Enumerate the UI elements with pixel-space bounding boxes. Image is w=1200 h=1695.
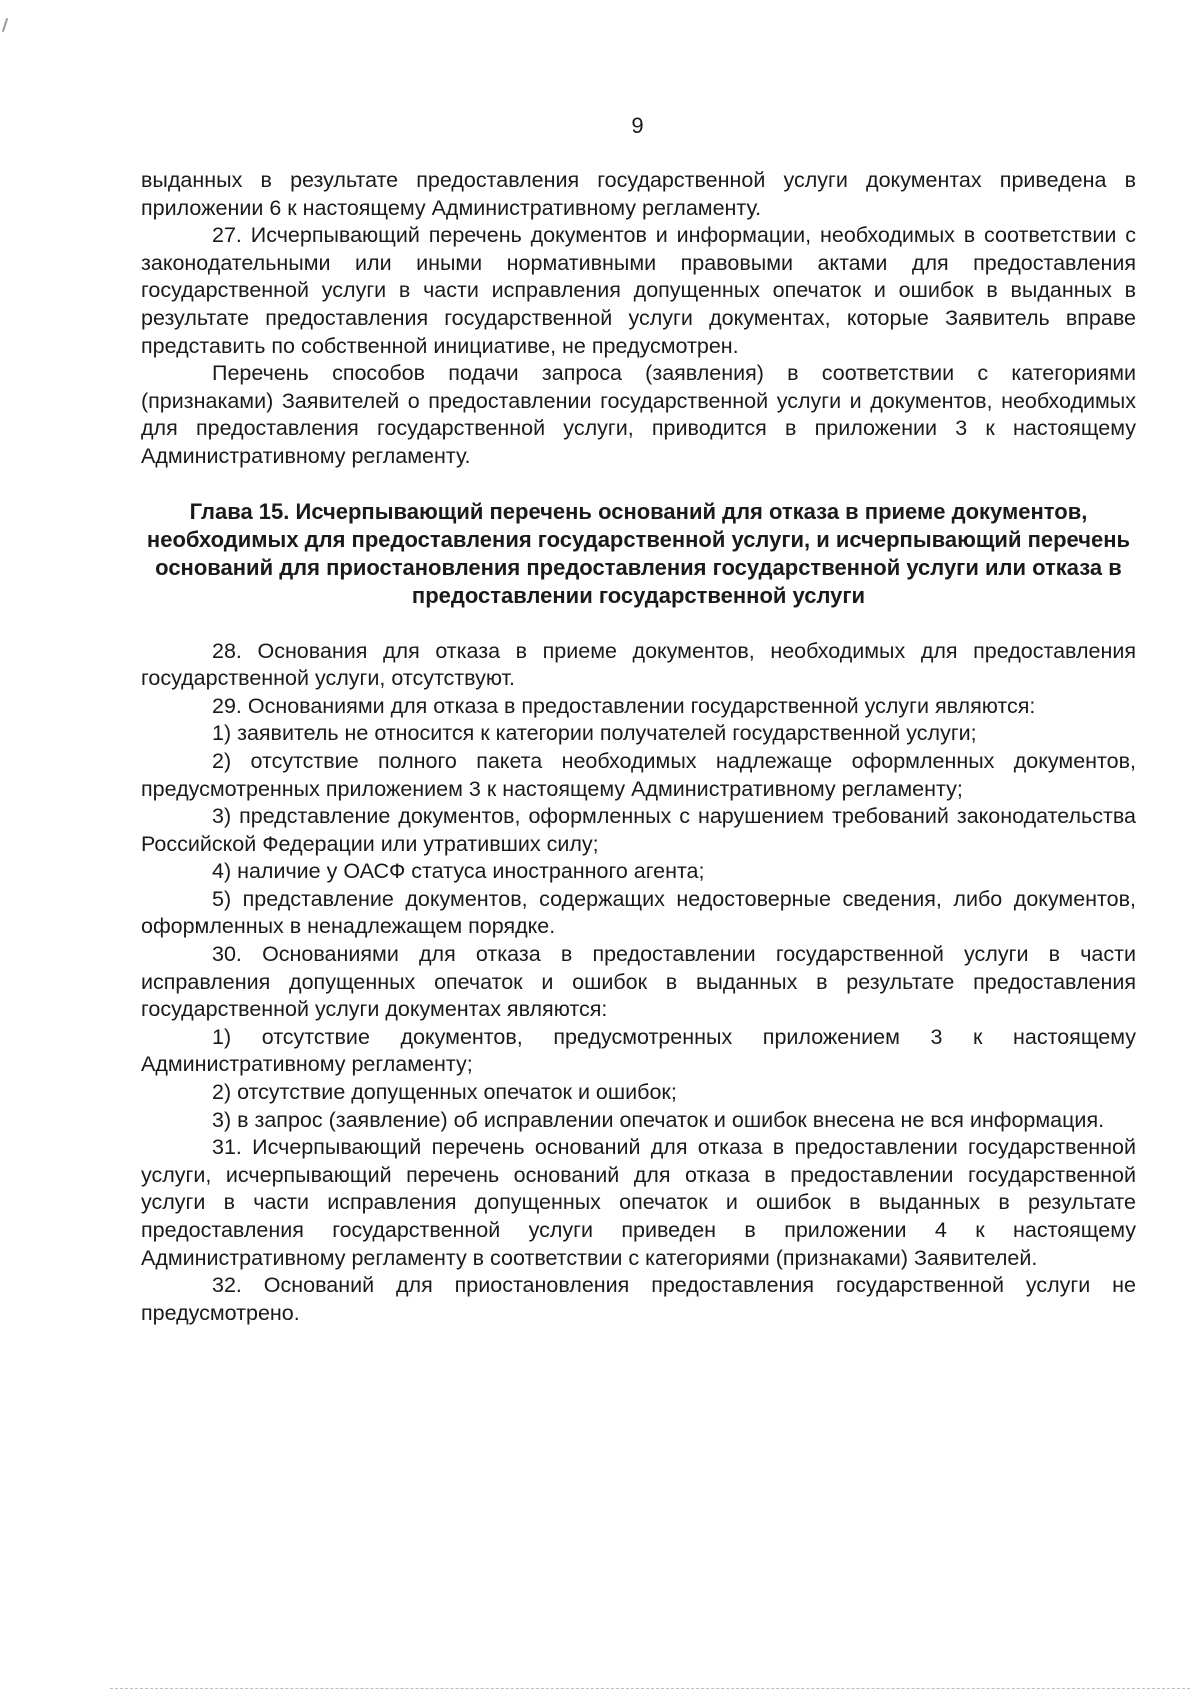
list-item-30-2: 2) отсутствие допущенных опечаток и ошибок;: [212, 1080, 677, 1105]
list-item-29-1: 1) заявитель не относится к категории получателей государственной услуги;: [212, 721, 977, 746]
list-item-29-2: 2) отсутствие полного пакета необходимых надлежаще оформленных документов, предусмотренных приложением 3 к настоящему Административному регламенту;: [141, 748, 1136, 801]
paragraph-continuation: выданных в результате предоставления государственной услуги документах приведена в приложении 6 к настоящему Административному регламенту.: [141, 168, 1136, 220]
list-item-29-5: 5) представление документов, содержащих недостоверные сведения, либо документов, оформленных в ненадлежащем порядке.: [141, 886, 1136, 939]
page-number: 9: [631, 113, 644, 138]
paragraph-item-28: 28. Основания для отказа в приеме документов, необходимых для предоставления государственной услуги, отсутствуют.: [141, 638, 1136, 691]
document-body: [141, 167, 1136, 1327]
list-item-29-3: 3) представление документов, оформленных с нарушением требований законодательства Российской Федерации или утративших силу;: [141, 804, 1136, 856]
list-item-29-4: 4) наличие у ОАСФ статуса иностранного агента;: [212, 859, 705, 884]
paragraph-item-27: 27. Исчерпывающий перечень документов и информации, необходимых в соответствии с законодательными или иными нормативными правовыми актами для предоставления государственной услуги в части исправления допущенных опечаток и ошибок в выданных в результате предоставления государственной услуги документах, которые Заявитель вправе представить по собственной инициативе, не предусмотрен.: [141, 223, 1136, 358]
scan-mark: [2, 18, 8, 32]
paragraph-item-32: 32. Оснований для приостановления предоставления государственной услуги не предусмотрено.: [141, 1273, 1136, 1325]
paragraph-item-31: 31. Исчерпывающий перечень оснований для отказа в предоставлении государственной услуги, исчерпывающий перечень оснований для отказа в предоставлении государственной услуги в части исправления допущенных опечаток и ошибок в выданных в результате предоставления государственной услуги приведен в приложении 4 к настоящему Административному регламенту в соответствии с категориями (признаками) Заявителей.: [141, 1135, 1136, 1270]
paragraph-item-30: 30. Основаниями для отказа в предоставлении государственной услуги в части исправления допущенных опечаток и ошибок в выданных в результате предоставления государственной услуги документах являются:: [141, 942, 1136, 1022]
paragraph-item-29: 29. Основаниями для отказа в предоставлении государственной услуги являются:: [212, 693, 1036, 718]
scan-artifact-line: [110, 1688, 1190, 1689]
list-item-30-1: 1) отсутствие документов, предусмотренных приложением 3 к настоящему Административному регламенту;: [141, 1024, 1136, 1077]
paragraph-submission-methods: Перечень способов подачи запроса (заявления) в соответствии с категориями (признаками) Заявителей о предоставлении государственной услуги и документов, необходимых для предоставления государственной услуги, приводится в приложении 3 к настоящему Административному регламенту.: [141, 361, 1136, 468]
list-item-30-3: 3) в запрос (заявление) об исправлении опечаток и ошибок внесена не вся информация.: [212, 1107, 1105, 1132]
chapter-15-title: Глава 15. Исчерпывающий перечень оснований для отказа в приеме документов, необходимых для предоставления государственной услуги, и исчерпывающий перечень оснований для приостановления предоставления государственной услуги или отказа в предоставлении государственной услуги: [146, 498, 1131, 608]
